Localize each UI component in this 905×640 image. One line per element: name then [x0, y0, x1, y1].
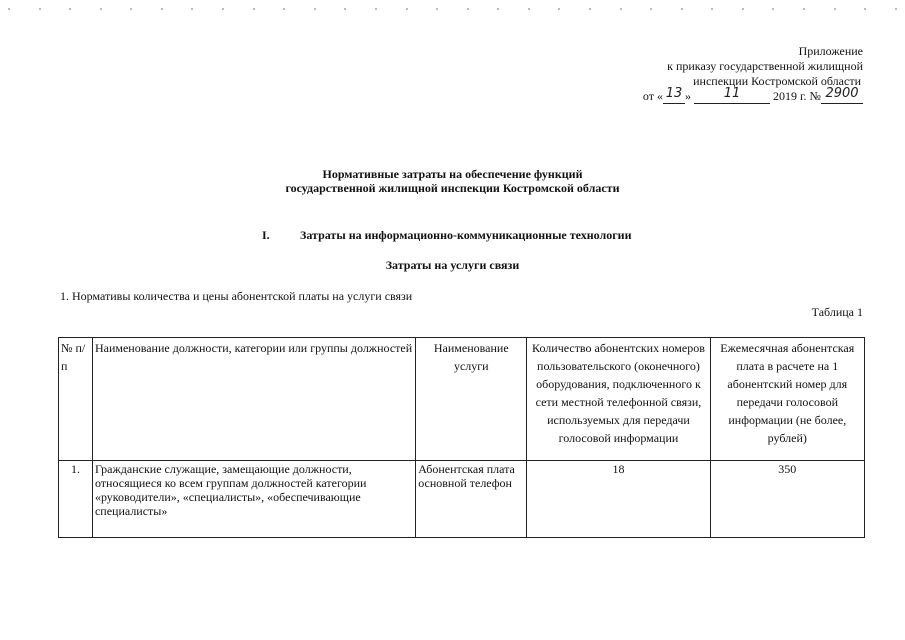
subsection-heading: Затраты на услуги связи [385, 258, 520, 272]
date-year-text: 2019 г. № [772, 89, 821, 103]
date-day-handwritten: 13 [665, 86, 683, 101]
appendix-authority: инспекции Костромской области [693, 74, 861, 88]
section-heading [262, 228, 632, 243]
table-label: Таблица 1 [811, 305, 863, 319]
date-month-handwritten: 11 [723, 86, 741, 101]
document-title [0, 167, 905, 195]
norm-heading: 1. Нормативы количества и цены абонентской платы на услуги связи [60, 289, 413, 303]
scan-edge-marks [8, 8, 897, 10]
section-number: I. [262, 228, 270, 242]
table-row [59, 461, 865, 538]
document-title-line-2: государственной жилищной инспекции Костромской области [285, 181, 620, 195]
section-title: Затраты на информационно-коммуникационные технологии [300, 228, 632, 242]
row-number: 1. [59, 461, 93, 538]
row-service: Абонентская плата основной телефон [416, 461, 527, 538]
header-quantity: Количество абонентских номеров пользовательского (оконечного) оборудования, подключенного к сети местной телефонной связи, используемых для передачи голосовой информации [527, 338, 710, 461]
appendix-block [560, 44, 863, 104]
appendix-order-ref: к приказу государственной жилищной [667, 59, 863, 73]
row-position: Гражданские служащие, замещающие должности, относящиеся ко всем группам должностей категории «руководители», «специалисты», «обеспечивающие специалисты» [92, 461, 415, 538]
header-number: № п/п [59, 338, 93, 461]
date-prefix: от « [642, 89, 663, 103]
order-number-field [821, 86, 863, 104]
document-title-line-1: Нормативные затраты на обеспечение функций [322, 167, 583, 181]
table-header-row [59, 338, 865, 461]
date-day-field [663, 86, 685, 104]
row-price: 350 [710, 461, 864, 538]
header-position: Наименование должности, категории или группы должностей [92, 338, 415, 461]
header-service: Наименование услуги [416, 338, 527, 461]
date-day-close: » [684, 89, 691, 103]
date-month-field [694, 86, 770, 104]
appendix-title: Приложение [798, 44, 863, 58]
norms-table [58, 337, 865, 538]
order-number-handwritten: 2900 [825, 86, 859, 101]
row-quantity: 18 [527, 461, 710, 538]
header-price: Ежемесячная абонентская плата в расчете на 1 абонентский номер для передачи голосовой информации (не более, рублей) [710, 338, 864, 461]
appendix-date-line [560, 86, 863, 104]
